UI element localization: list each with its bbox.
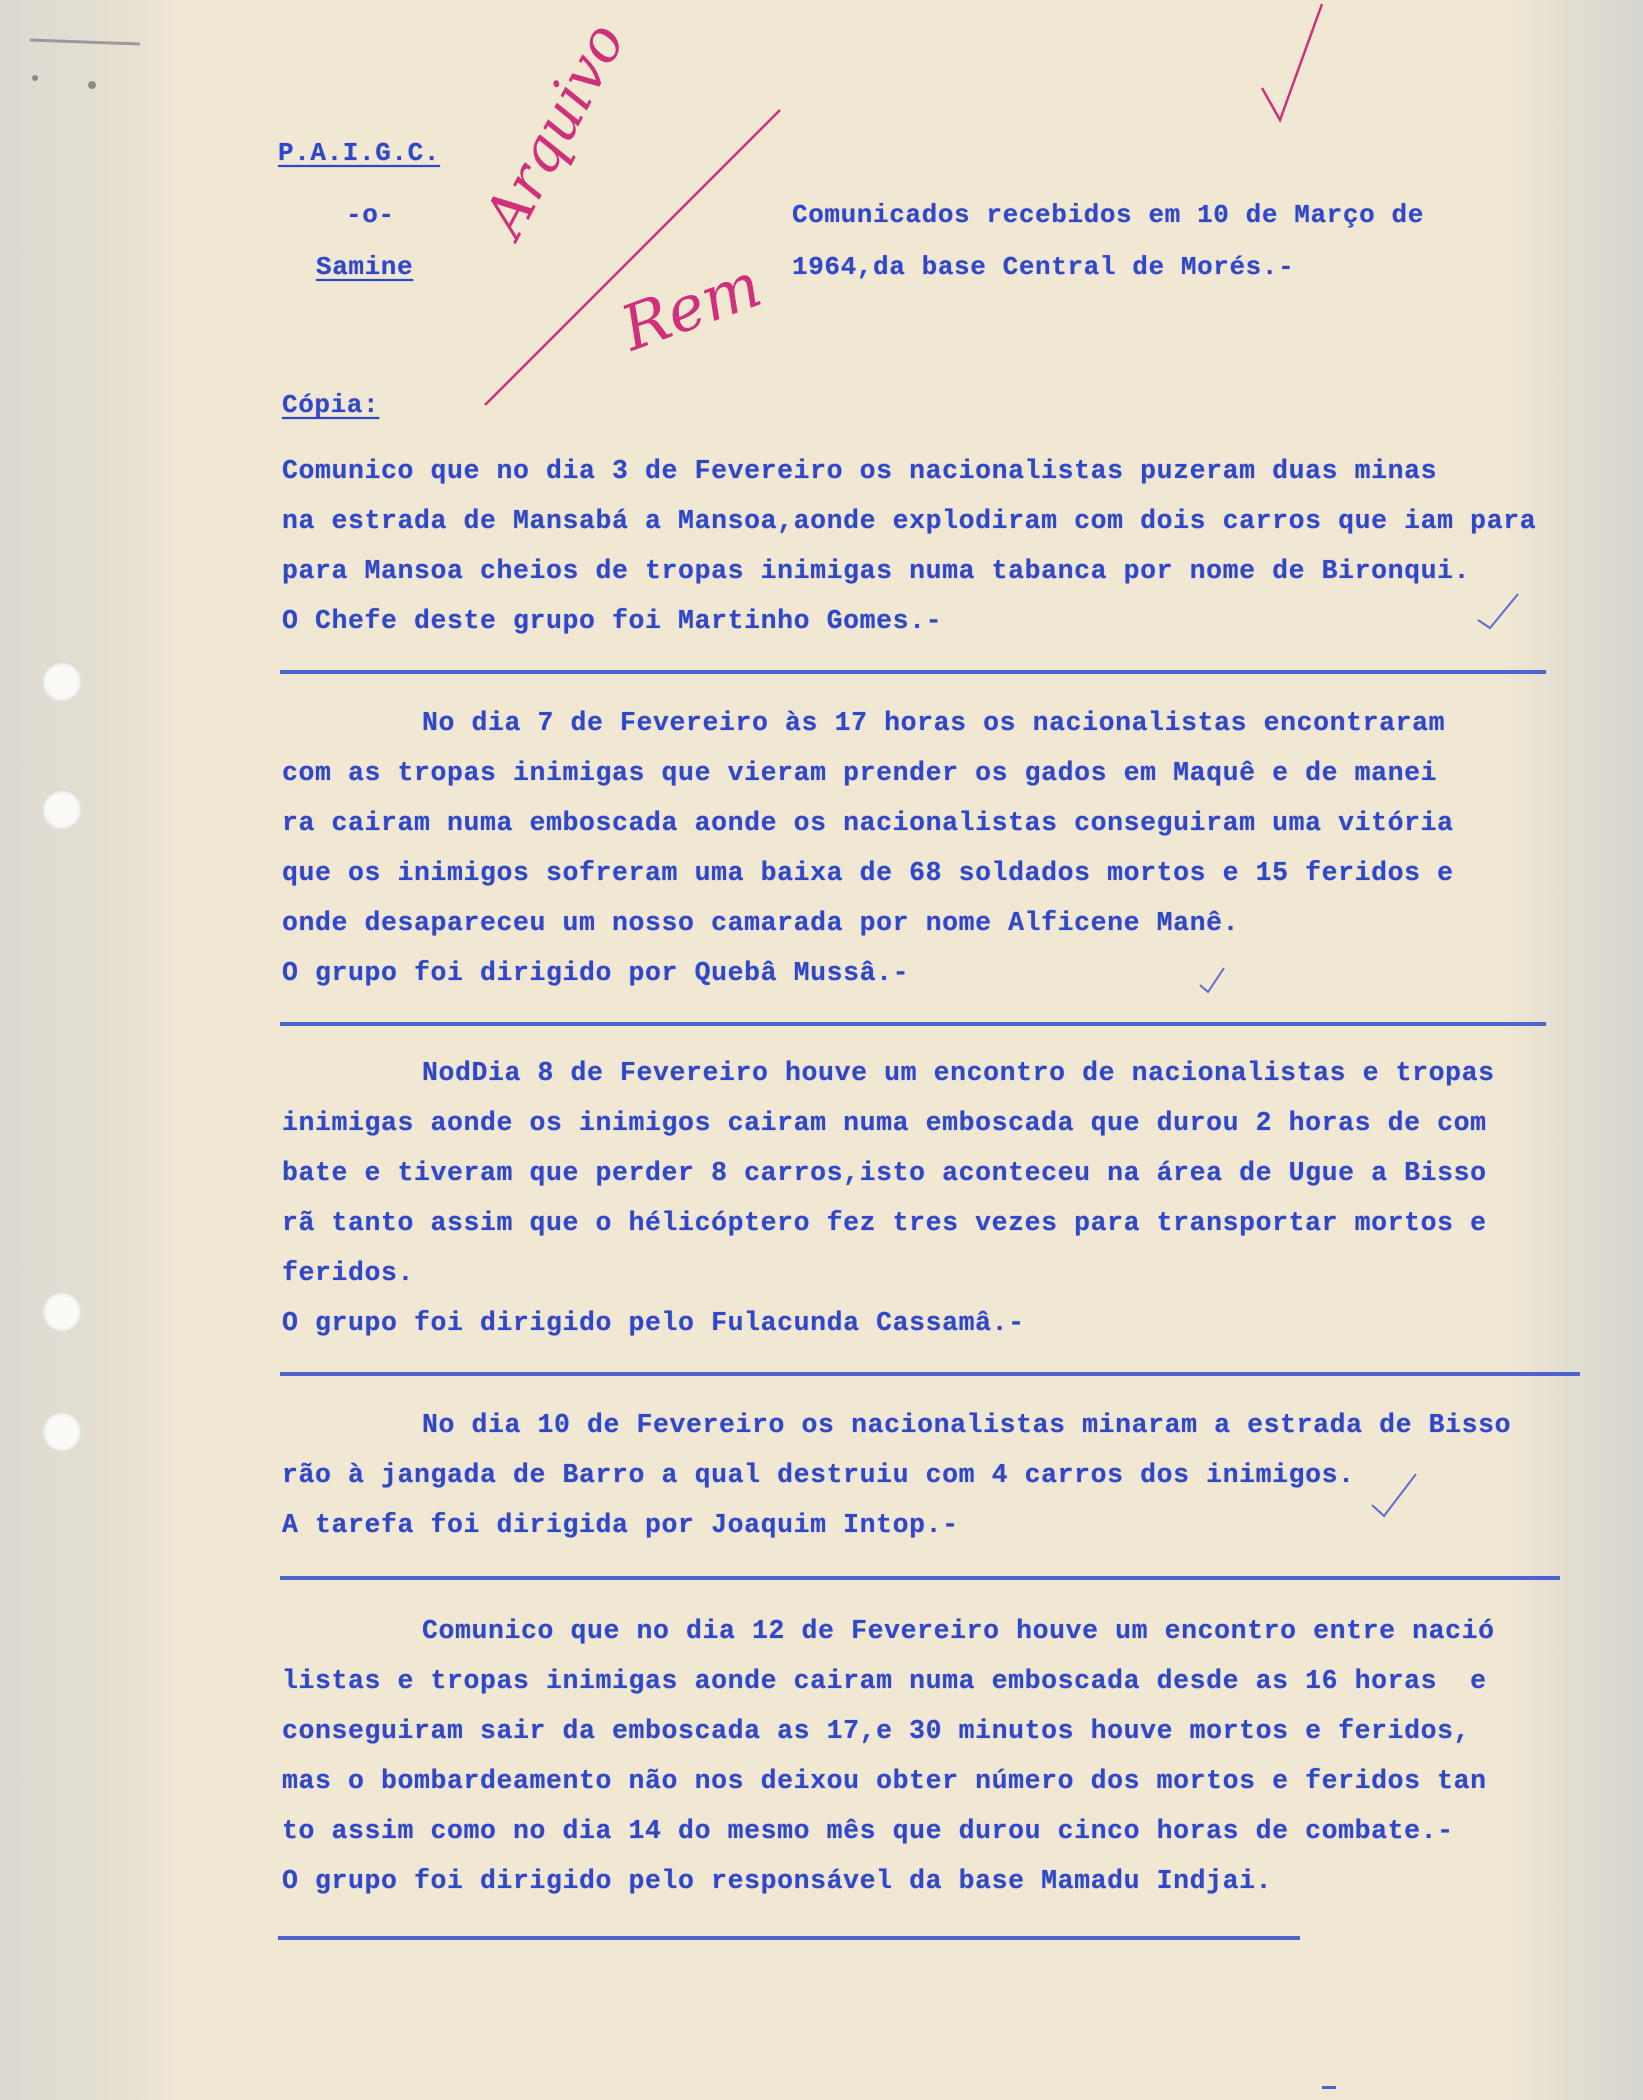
tick-mark xyxy=(1200,968,1224,992)
tick-mark xyxy=(1478,594,1518,628)
large-check-mark xyxy=(1262,4,1322,120)
paragraph-line: na estrada de Mansabá a Mansoa,aonde explodiram com dois carros que iam para xyxy=(282,506,1537,536)
paragraph-line: A tarefa foi dirigida por Joaquim Intop.- xyxy=(282,1510,959,1540)
paragraph-line: com as tropas inimigas que vieram prender os gados em Maquê e de manei xyxy=(282,758,1438,788)
paragraph-line: NodDia 8 de Fevereiro houve um encontro de nacionalistas e tropas xyxy=(422,1058,1495,1088)
paragraph-line: No dia 7 de Fevereiro às 17 horas os nacionalistas encontraram xyxy=(422,708,1446,738)
paragraph-line: para Mansoa cheios de tropas inimigas numa tabanca por nome de Bironqui. xyxy=(282,556,1471,586)
subject-line-1: Comunicados recebidos em 10 de Março de xyxy=(792,200,1424,230)
paragraph-line: O grupo foi dirigido pelo Fulacunda Cassamâ.- xyxy=(282,1308,1025,1338)
stray-mark xyxy=(1322,2086,1336,2089)
section-divider xyxy=(280,1576,1560,1580)
paragraph-line: No dia 10 de Fevereiro os nacionalistas minaram a estrada de Bisso xyxy=(422,1410,1512,1440)
handwritten-note-initials: Rem xyxy=(611,247,771,366)
paragraph-line: O grupo foi dirigido por Quebâ Mussâ.- xyxy=(282,958,910,988)
header-dash: -o- xyxy=(346,200,395,230)
paragraph-line: rão à jangada de Barro a qual destruiu com 4 carros dos inimigos. xyxy=(282,1460,1355,1490)
paragraph-line: to assim como no dia 14 do mesmo mês que durou cinco horas de combate.- xyxy=(282,1816,1454,1846)
paragraph-line: rã tanto assim que o hélicóptero fez tres vezes para transportar mortos e xyxy=(282,1208,1487,1238)
paragraph-line: ra cairam numa emboscada aonde os nacionalistas conseguiram uma vitória xyxy=(282,808,1454,838)
subject-line-2: 1964,da base Central de Morés.- xyxy=(792,252,1295,282)
paragraph-line: conseguiram sair da emboscada as 17,e 30 minutos houve mortos e feridos, xyxy=(282,1716,1471,1746)
paragraph-line: que os inimigos sofreram uma baixa de 68 soldados mortos e 15 feridos e xyxy=(282,858,1454,888)
section-divider xyxy=(280,670,1546,674)
paragraph-line: O Chefe deste grupo foi Martinho Gomes.- xyxy=(282,606,943,636)
paragraph-line: mas o bombardeamento não nos deixou obter número dos mortos e feridos tan xyxy=(282,1766,1487,1796)
paragraph-line: Comunico que no dia 12 de Fevereiro houve um encontro entre nació xyxy=(422,1616,1495,1646)
section-divider xyxy=(280,1022,1546,1026)
ink-smudge xyxy=(32,75,38,81)
tick-mark xyxy=(1372,1474,1416,1516)
ink-smudge xyxy=(88,81,96,89)
section-divider xyxy=(280,1372,1580,1376)
paragraph-line: feridos. xyxy=(282,1258,415,1288)
paragraph-line: onde desapareceu um nosso camarada por nome Alficene Manê. xyxy=(282,908,1240,938)
paragraph-line: listas e tropas inimigas aonde cairam numa emboscada desde as 16 horas e xyxy=(282,1666,1487,1696)
paragraph-line: O grupo foi dirigido pelo responsável da base Mamadu Indjai. xyxy=(282,1866,1273,1896)
handwritten-note-archive: Arquivo xyxy=(470,11,639,247)
place-name: Samine xyxy=(316,252,414,282)
section-divider xyxy=(278,1936,1300,1940)
org-name: P.A.I.G.C. xyxy=(278,138,441,168)
copy-label: Cópia: xyxy=(282,390,380,420)
handwritten-strike-line xyxy=(485,110,780,405)
paragraph-line: Comunico que no dia 3 de Fevereiro os nacionalistas puzeram duas minas xyxy=(282,456,1438,486)
ink-smudge xyxy=(30,40,140,44)
paragraph-line: inimigas aonde os inimigos cairam numa emboscada que durou 2 horas de com xyxy=(282,1108,1487,1138)
paragraph-line: bate e tiveram que perder 8 carros,isto aconteceu na área de Ugue a Bisso xyxy=(282,1158,1487,1188)
